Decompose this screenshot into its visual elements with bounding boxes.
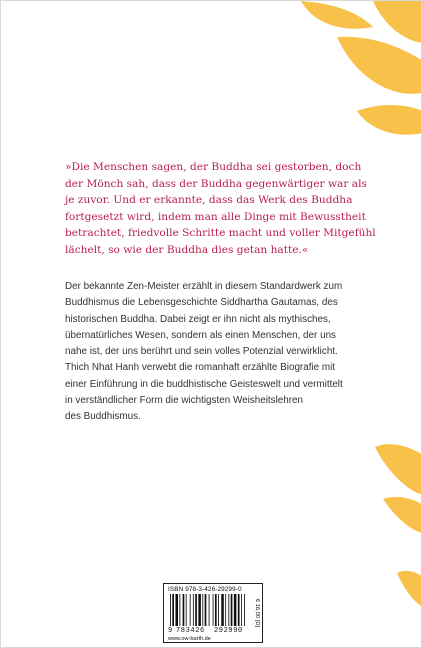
barcode-bar bbox=[183, 594, 185, 626]
barcode-bar bbox=[231, 594, 233, 626]
barcode-bar bbox=[238, 594, 240, 626]
barcode-bar bbox=[179, 594, 180, 626]
barcode-bar bbox=[244, 594, 245, 626]
barcode-group-1: 783426 bbox=[176, 627, 205, 635]
description-line: in verständlicher Form die wichtigsten Weisheitslehren bbox=[65, 395, 304, 407]
barcode-bar bbox=[241, 594, 242, 626]
leaf-shape bbox=[337, 37, 422, 94]
barcode-group-2: 292990 bbox=[214, 627, 243, 635]
description-line: nahe ist, der uns berührt und sein volles Potenzial verwirklicht. bbox=[65, 346, 338, 358]
leaf-shape bbox=[397, 571, 422, 607]
quote-line: fortgesetzt wird, indem man alle Dinge mit Bewusstheit bbox=[65, 210, 366, 223]
leaf-shape bbox=[357, 105, 422, 135]
isbn-number: ISBN 978-3-426-29299-0 bbox=[168, 586, 242, 593]
quote-line: der Mönch sah, dass der Buddha gegenwärtiger war als bbox=[65, 177, 367, 190]
barcode-bar bbox=[186, 594, 187, 626]
barcode-bar bbox=[202, 594, 203, 626]
quote-line: lächelt, so wie der Buddha dies getan hatte.« bbox=[65, 243, 309, 256]
barcode-bar bbox=[175, 594, 178, 626]
price-tag bbox=[252, 592, 261, 634]
description-line: des Buddhismus. bbox=[65, 411, 141, 423]
barcode-bar bbox=[195, 594, 197, 626]
barcode-bar bbox=[228, 594, 229, 626]
description-line: historischen Buddha. Dabei zeigt er ihn nicht als mythisches, bbox=[65, 313, 331, 325]
barcode-bar bbox=[172, 594, 174, 626]
barcode-bar bbox=[205, 594, 207, 626]
barcode-lead-digit: 9 bbox=[168, 627, 173, 635]
barcode-bar bbox=[215, 594, 217, 626]
description-line: einer Einführung in die buddhistische Geisteswelt und vermittelt bbox=[65, 378, 343, 390]
barcode-box bbox=[163, 583, 263, 643]
leaf-shape bbox=[301, 1, 373, 29]
leaf-shape bbox=[373, 1, 422, 43]
barcode-bar bbox=[209, 594, 210, 626]
barcode-bar bbox=[198, 594, 201, 626]
barcode-bar bbox=[193, 594, 194, 626]
price-label: € 16,00 [D] bbox=[253, 598, 260, 628]
quote-line: »Die Menschen sagen, der Buddha sei gestorben, doch bbox=[65, 161, 362, 173]
barcode-bar bbox=[218, 594, 219, 626]
leaf-shape bbox=[375, 444, 422, 495]
cover-quote bbox=[65, 159, 395, 259]
barcode-bar bbox=[213, 594, 214, 626]
quote-line: betrachtet, friedvolle Schritte macht und voller Mitgefühl bbox=[65, 227, 376, 240]
barcode-bar bbox=[225, 594, 226, 626]
barcode-bar bbox=[190, 594, 191, 626]
description-line: Buddhismus die Lebensgeschichte Siddhartha Gautamas, des bbox=[65, 297, 338, 309]
leaf-shape bbox=[383, 497, 422, 533]
barcode-bar bbox=[170, 594, 171, 626]
description-line: Thich Nhat Hanh verwebt die romanhaft erzählte Biografie mit bbox=[65, 362, 336, 374]
quote-line: je zuvor. Und er erkannte, dass das Werk des Buddha bbox=[65, 194, 353, 207]
publisher-url: www.ow-barth.de bbox=[168, 636, 211, 642]
description-line: Der bekannte Zen-Meister erzählt in diesem Standardwerk zum bbox=[65, 281, 343, 292]
barcode-icon bbox=[168, 594, 252, 626]
description-line: übernatürliches Wesen, sondern als einen Menschen, der uns bbox=[65, 329, 336, 341]
barcode-bar bbox=[221, 594, 224, 626]
barcode-bar bbox=[234, 594, 237, 626]
book-description bbox=[65, 279, 395, 426]
